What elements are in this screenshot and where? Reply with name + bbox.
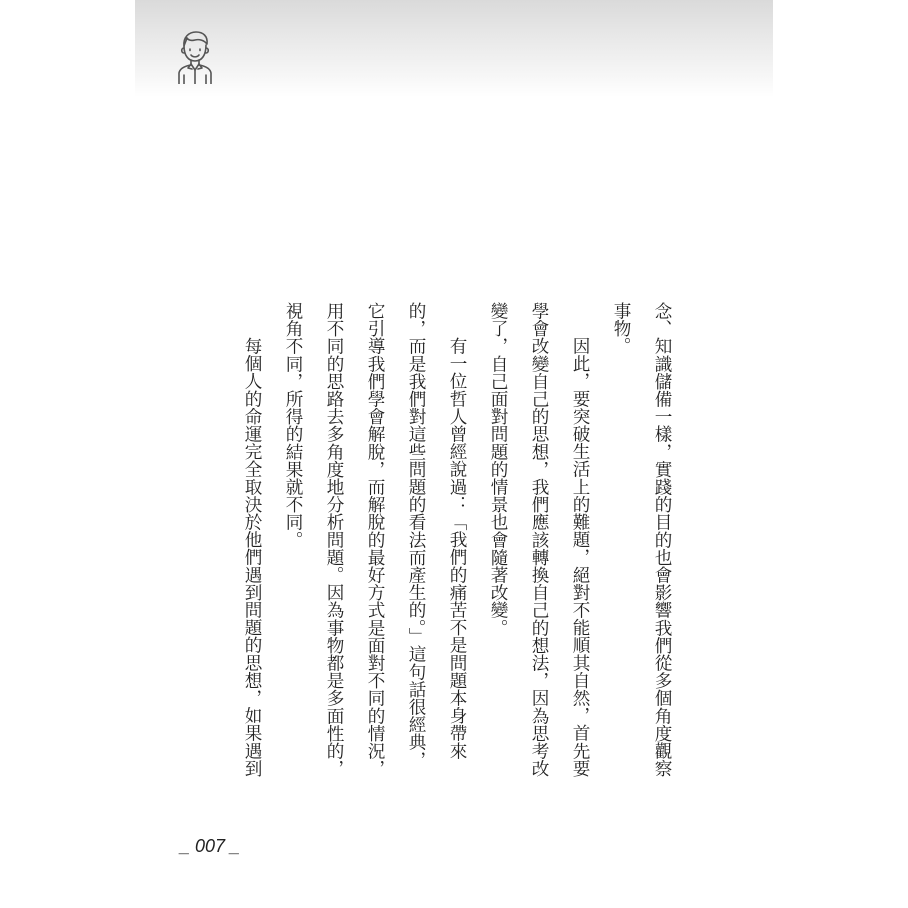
man-shirt (179, 60, 211, 84)
text-column: 它引導我們學會解脫，而解脫的最好方式是面對不同的情況， (365, 302, 385, 778)
man-face (182, 45, 209, 61)
page-number: _ 007 _ (180, 836, 241, 856)
text-column: 事物。 (611, 302, 631, 355)
text-column: 變了，自己面對問題的情景也會隨著改變。 (488, 302, 508, 637)
text-column: 用不同的思路去多角度地分析問題。因為事物都是多面性的， (324, 302, 344, 778)
text-column: 每個人的命運完全取決於他們遇到問題的思想，如果遇到 (242, 337, 262, 778)
text-column: 的，而是我們對這些問題的看法而產生的。」這句話很經典， (406, 302, 426, 769)
man-hair (184, 32, 207, 46)
man-avatar-icon (173, 28, 217, 84)
text-column: 學會改變自己的思想，我們應該轉換自己的想法，因為思考改 (529, 302, 549, 778)
text-column: 因此，要突破生活上的難題，絕對不能順其自然，首先要 (570, 337, 590, 778)
text-column: 視角不同，所得的結果就不同。 (283, 302, 303, 549)
header-band (135, 0, 773, 97)
text-column: 有一位哲人曾經說過：「我們的痛苦不是問題本身帶來 (447, 337, 467, 760)
text-column: 念、知識儲備一樣，實踐的目的也會影響我們從多個角度觀察 (652, 302, 672, 778)
